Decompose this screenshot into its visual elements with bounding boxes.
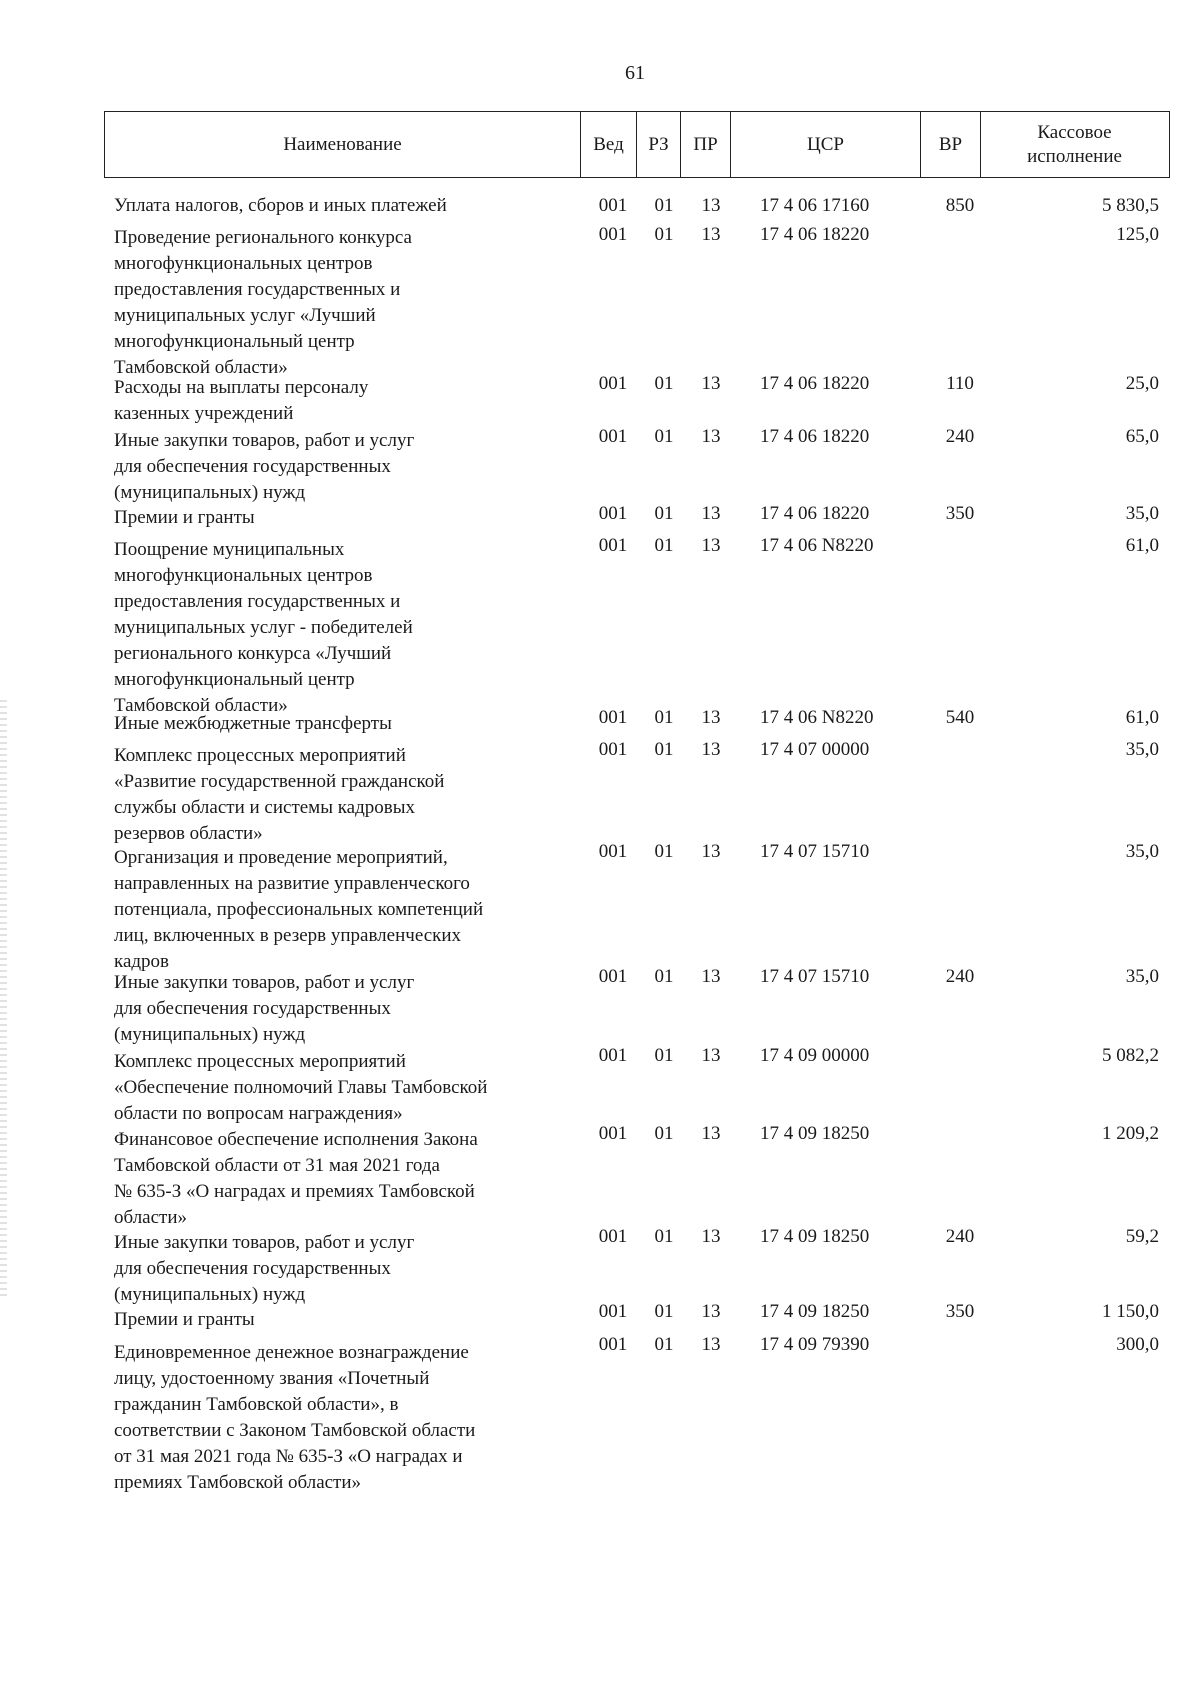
row-rz: 01 [654, 1301, 674, 1322]
row-sum: 59,2 [1125, 1226, 1159, 1247]
row-name: Расходы на выплаты персоналу казенных учреждений [114, 377, 369, 424]
scan-edge-artifact [0, 700, 7, 1300]
row-rz: 01 [654, 1123, 674, 1144]
row-rz: 01 [654, 195, 674, 216]
row-csr: 17 4 09 79390 [760, 1334, 870, 1355]
row-sum: 61,0 [1125, 707, 1159, 728]
row-rz: 01 [654, 966, 674, 987]
row-pr: 13 [701, 195, 721, 216]
row-rz: 01 [654, 224, 674, 245]
row-rz: 01 [654, 426, 674, 447]
row-pr: 13 [701, 966, 721, 987]
header-ved: Вед [581, 112, 637, 177]
row-ved: 001 [598, 535, 628, 556]
row-ved: 001 [598, 1123, 628, 1144]
row-csr: 17 4 09 18250 [760, 1123, 870, 1144]
row-csr: 17 4 06 18220 [760, 373, 870, 394]
row-ved: 001 [598, 841, 628, 862]
row-csr: 17 4 06 N8220 [760, 707, 874, 728]
row-rz: 01 [654, 841, 674, 862]
row-pr: 13 [701, 1045, 721, 1066]
row-vr: 240 [945, 1226, 975, 1247]
row-sum: 35,0 [1125, 966, 1159, 987]
row-name: Иные закупки товаров, работ и услуг для обеспечения государственных (муниципальных) нужд [114, 972, 415, 1045]
row-sum: 5 082,2 [1102, 1045, 1159, 1066]
row-pr: 13 [701, 1226, 721, 1247]
row-pr: 13 [701, 739, 721, 760]
row-sum: 5 830,5 [1102, 195, 1159, 216]
row-name: Премии и гранты [114, 1309, 255, 1330]
row-sum: 300,0 [1116, 1334, 1159, 1355]
row-csr: 17 4 09 18250 [760, 1301, 870, 1322]
row-rz: 01 [654, 707, 674, 728]
row-rz: 01 [654, 373, 674, 394]
row-ved: 001 [598, 1334, 628, 1355]
row-name: Уплата налогов, сборов и иных платежей [114, 195, 447, 216]
row-rz: 01 [654, 1226, 674, 1247]
row-name: Единовременное денежное вознаграждение лицу, удостоенному звания «Почетный гражданин Тамбовской области», в соответствии с Законом Тамбовской области от 31 мая 2021 года № 635-З «О наградах и премиях Тамбовской области» [114, 1342, 476, 1493]
row-csr: 17 4 07 00000 [760, 739, 870, 760]
row-sum: 65,0 [1125, 426, 1159, 447]
row-csr: 17 4 06 17160 [760, 195, 870, 216]
row-ved: 001 [598, 707, 628, 728]
row-sum: 1 209,2 [1102, 1123, 1159, 1144]
row-name: Премии и гранты [114, 507, 255, 528]
row-pr: 13 [701, 1301, 721, 1322]
row-sum: 61,0 [1125, 535, 1159, 556]
row-ved: 001 [598, 373, 628, 394]
row-name: Иные межбюджетные трансферты [114, 713, 392, 734]
row-pr: 13 [701, 426, 721, 447]
row-ved: 001 [598, 224, 628, 245]
row-vr: 540 [945, 707, 975, 728]
row-sum: 35,0 [1125, 739, 1159, 760]
header-name: Наименование [105, 112, 581, 177]
row-rz: 01 [654, 503, 674, 524]
row-csr: 17 4 07 15710 [760, 841, 870, 862]
row-sum: 1 150,0 [1102, 1301, 1159, 1322]
row-csr: 17 4 06 18220 [760, 224, 870, 245]
row-ved: 001 [598, 1301, 628, 1322]
row-vr: 850 [945, 195, 975, 216]
row-rz: 01 [654, 1334, 674, 1355]
table-header [104, 111, 1170, 178]
row-pr: 13 [701, 1123, 721, 1144]
row-ved: 001 [598, 1226, 628, 1247]
row-name: Комплекс процессных мероприятий «Развитие государственной гражданской службы области и системы кадровых резервов области» [114, 745, 445, 844]
row-name: Иные закупки товаров, работ и услуг для обеспечения государственных (муниципальных) нужд [114, 430, 415, 503]
row-sum: 35,0 [1125, 841, 1159, 862]
row-ved: 001 [598, 966, 628, 987]
row-ved: 001 [598, 503, 628, 524]
row-vr: 110 [946, 373, 974, 394]
row-name: Проведение регионального конкурса многофункциональных центров предоставления государственных и муниципальных услуг «Лучший многофункциональный центр Тамбовской области» [114, 227, 412, 378]
row-name: Организация и проведение мероприятий, направленных на развитие управленческого потенциала, профессиональных компетенций лиц, включенных в резерв управленческих кадров [114, 847, 484, 972]
header-sum: Кассовое исполнение [1027, 121, 1122, 167]
row-pr: 13 [701, 1334, 721, 1355]
row-name: Финансовое обеспечение исполнения Закона Тамбовской области от 31 мая 2021 года № 635-З «О наградах и премиях Тамбовской области» [114, 1129, 478, 1228]
row-ved: 001 [598, 195, 628, 216]
header-rz: РЗ [637, 112, 681, 177]
row-vr: 350 [945, 1301, 975, 1322]
row-name: Поощрение муниципальных многофункциональных центров предоставления государственных и муниципальных услуг - победителей регионального конкурса «Лучший многофункциональный центр Тамбовской области» [114, 539, 413, 716]
row-pr: 13 [701, 707, 721, 728]
row-ved: 001 [598, 426, 628, 447]
header-pr: ПР [681, 112, 731, 177]
header-vr: ВР [921, 112, 981, 177]
row-csr: 17 4 07 15710 [760, 966, 870, 987]
header-csr: ЦСР [731, 112, 921, 177]
row-pr: 13 [701, 373, 721, 394]
row-csr: 17 4 06 N8220 [760, 535, 874, 556]
row-csr: 17 4 06 18220 [760, 426, 870, 447]
row-rz: 01 [654, 535, 674, 556]
row-pr: 13 [701, 841, 721, 862]
row-rz: 01 [654, 739, 674, 760]
row-sum: 25,0 [1125, 373, 1159, 394]
row-name: Иные закупки товаров, работ и услуг для обеспечения государственных (муниципальных) нужд [114, 1232, 415, 1305]
row-csr: 17 4 09 18250 [760, 1226, 870, 1247]
row-csr: 17 4 09 00000 [760, 1045, 870, 1066]
row-csr: 17 4 06 18220 [760, 503, 870, 524]
row-pr: 13 [701, 535, 721, 556]
row-name: Комплекс процессных мероприятий «Обеспечение полномочий Главы Тамбовской области по вопросам награждения» [114, 1051, 488, 1124]
row-pr: 13 [701, 503, 721, 524]
row-vr: 240 [945, 426, 975, 447]
row-rz: 01 [654, 1045, 674, 1066]
row-ved: 001 [598, 739, 628, 760]
row-sum: 35,0 [1125, 503, 1159, 524]
row-vr: 240 [945, 966, 975, 987]
page-number: 61 [625, 62, 645, 84]
row-sum: 125,0 [1116, 224, 1159, 245]
row-ved: 001 [598, 1045, 628, 1066]
row-vr: 350 [945, 503, 975, 524]
row-pr: 13 [701, 224, 721, 245]
